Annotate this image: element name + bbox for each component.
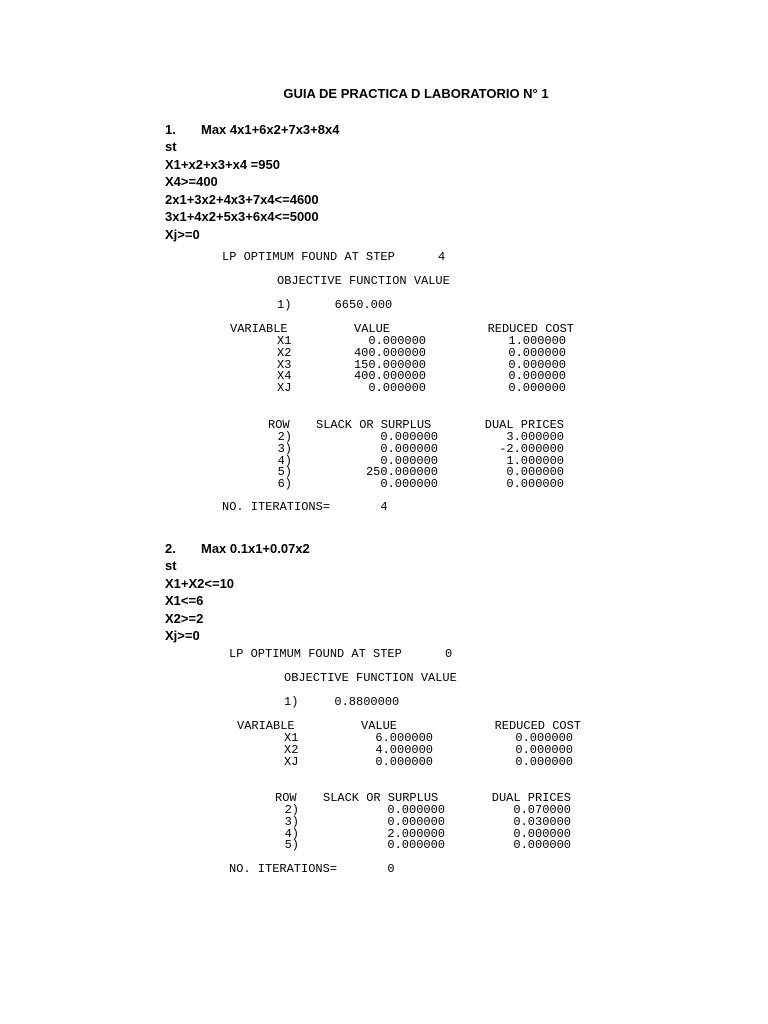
problem-1-number: 1. bbox=[165, 122, 176, 137]
iterations: NO. ITERATIONS= 0 bbox=[229, 862, 395, 876]
constraint: 3x1+4x2+5x3+6x4<=5000 bbox=[165, 209, 319, 225]
problem-2-row-table bbox=[275, 791, 571, 852]
problem-2-constraints bbox=[165, 557, 234, 645]
constraint: X1<=6 bbox=[165, 593, 204, 609]
table-row: X2 400.000000 0.000000 bbox=[277, 345, 566, 360]
objective-value: 1) 6650.000 bbox=[277, 298, 393, 312]
col-header: DUAL PRICES bbox=[484, 418, 564, 432]
table-row: 3) 0.000000 0.030000 bbox=[284, 814, 571, 829]
constraint: X1+x2+x3+x4 =950 bbox=[165, 156, 280, 172]
problem-2-objective: Max 0.1x1+0.07x2 bbox=[201, 541, 310, 556]
constraint: Xj>=0 bbox=[165, 628, 200, 644]
table-row: 2) 0.000000 3.000000 bbox=[277, 430, 564, 444]
col-header: REDUCED COST bbox=[487, 322, 574, 336]
constraint: st bbox=[165, 139, 177, 154]
table-row: X3 150.000000 0.000000 bbox=[277, 357, 566, 372]
constraint: X4>=400 bbox=[165, 174, 218, 190]
col-header: SLACK OR SURPLUS bbox=[323, 791, 439, 805]
page-title: GUIA DE PRACTICA D LABORATORIO N° 1 bbox=[283, 86, 549, 101]
iterations: NO. ITERATIONS= 4 bbox=[222, 500, 388, 514]
problem-1-constraints bbox=[165, 138, 319, 244]
problem-1-row-table bbox=[268, 418, 564, 491]
col-header: VARIABLE bbox=[237, 719, 295, 733]
col-header: SLACK OR SURPLUS bbox=[316, 418, 432, 432]
objective-header: OBJECTIVE FUNCTION VALUE bbox=[284, 671, 457, 685]
table-row: X2 4.000000 0.000000 bbox=[284, 742, 573, 757]
table-row: XJ 0.000000 0.000000 bbox=[284, 754, 573, 769]
col-header: ROW bbox=[275, 791, 297, 805]
problem-1-variable-table bbox=[230, 322, 574, 395]
problem-2-number: 2. bbox=[165, 541, 176, 556]
table-row: X4 400.000000 0.000000 bbox=[277, 369, 566, 384]
table-row: 4) 0.000000 1.000000 bbox=[277, 453, 564, 468]
table-row: 5) 0.000000 0.000000 bbox=[284, 838, 571, 853]
constraint: X2>=2 bbox=[165, 610, 204, 626]
table-row: 4) 2.000000 0.000000 bbox=[284, 826, 571, 841]
optimum-line: LP OPTIMUM FOUND AT STEP 4 bbox=[222, 250, 446, 264]
col-header: DUAL PRICES bbox=[491, 791, 571, 805]
objective-header: OBJECTIVE FUNCTION VALUE bbox=[277, 274, 450, 288]
constraint: Xj>=0 bbox=[165, 226, 200, 242]
problem-2-variable-table bbox=[237, 719, 581, 768]
col-header: ROW bbox=[268, 418, 290, 432]
col-header: VALUE bbox=[361, 719, 398, 733]
col-header: VARIABLE bbox=[230, 322, 288, 336]
table-row: X1 6.000000 0.000000 bbox=[284, 731, 573, 745]
col-header: REDUCED COST bbox=[494, 719, 581, 733]
problem-1-objective: Max 4x1+6x2+7x3+8x4 bbox=[201, 122, 340, 137]
table-row: X1 0.000000 1.000000 bbox=[277, 334, 566, 348]
optimum-line: LP OPTIMUM FOUND AT STEP 0 bbox=[229, 647, 453, 661]
constraint: st bbox=[165, 558, 177, 573]
constraint: X1+X2<=10 bbox=[165, 575, 235, 591]
col-header: VALUE bbox=[354, 322, 391, 336]
table-row: XJ 0.000000 0.000000 bbox=[277, 381, 566, 396]
table-row: 2) 0.000000 0.070000 bbox=[284, 803, 571, 817]
constraint: 2x1+3x2+4x3+7x4<=4600 bbox=[165, 191, 319, 207]
table-row: 6) 0.000000 0.000000 bbox=[277, 477, 564, 492]
table-row: 5) 250.000000 0.000000 bbox=[277, 465, 564, 480]
problem-2-header bbox=[165, 541, 310, 556]
problem-1-header bbox=[165, 122, 339, 137]
objective-value: 1) 0.8800000 bbox=[284, 695, 400, 709]
table-row: 3) 0.000000 -2.000000 bbox=[277, 441, 564, 456]
